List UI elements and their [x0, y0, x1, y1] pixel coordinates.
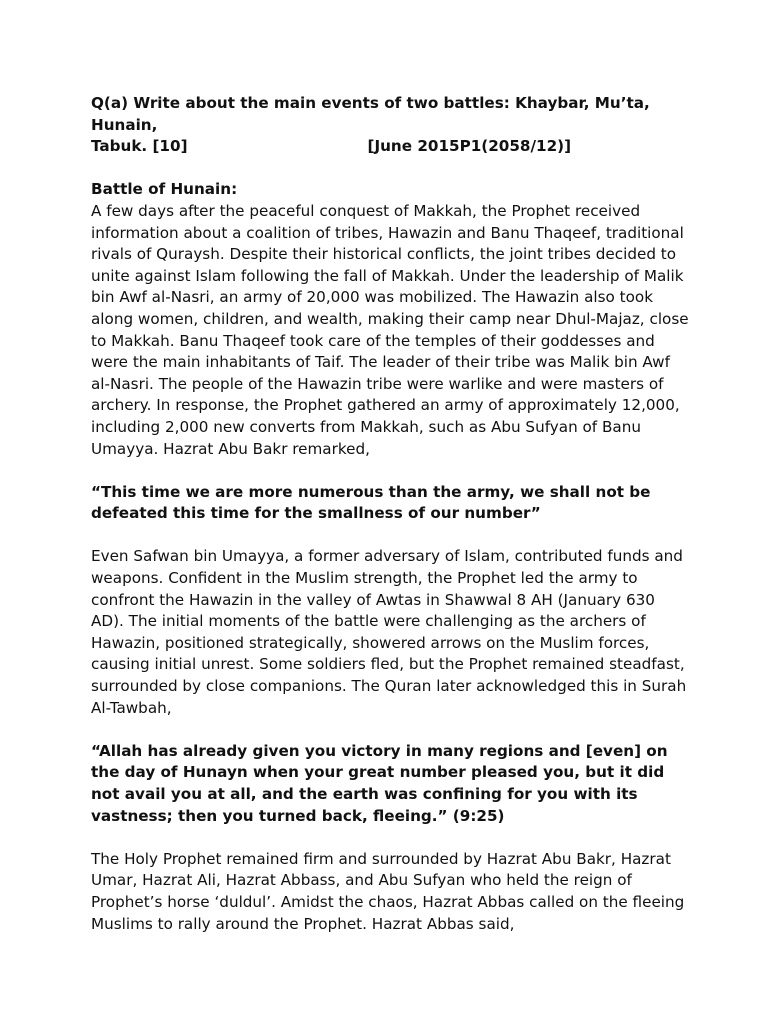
question-line-2: Tabuk. [10] [91, 137, 188, 156]
quote-abu-bakr: “This time we are more numerous than the army, we shall not be defeated this time for the smallness of our number” [91, 482, 651, 523]
paragraph-intro: A few days after the peaceful conquest of Makkah, the Prophet received information about a coalition of tribes, Hawazin and Banu Thaqeef, traditional rivals of Quraysh. Despite their historical conflicts, the joint tribes decided to unite against Islam following the fall of Makkah. Under the leadership of Malik bin Awf al-Nasri, an army of 20,000 was mobilized. The Hawazin also took along women, children, and wealth, making their camp near Dhul-Majaz, close to Makkah. Banu Thaqeef took care of the temples of their goddesses and were the main inhabitants of Taif. The leader of their tribe was Malik bin Awf al-Nasri. The people of the Hawazin tribe were warlike and were masters of archery. In response, the Prophet gathered an army of approximately 12,000, including 2,000 new converts from Makkah, such as Abu Sufyan of Banu Umayya. Hazrat Abu Bakr remarked, [91, 201, 689, 458]
question-line-1: Q(a) Write about the main events of two battles: Khaybar, Mu’ta, Hunain, [91, 94, 650, 134]
section-heading: Battle of Hunain: [91, 180, 238, 199]
question-reference: [June 2015P1(2058/12)] [367, 137, 572, 156]
paragraph-battle: Even Safwan bin Umayya, a former adversary of Islam, contributed funds and weapons. Confident in the Muslim strength, the Prophet led the army to confront the Hawazin in the valley of Awtas in Shawwal 8 AH (January 630 AD). The initial moments of the battle were challenging as the archers of Hawazin, positioned strategically, showered arrows on the Muslim forces, causing initial unrest. Some soldiers fled, but the Prophet remained steadfast, surrounded by close companions. The Quran later acknowledged this in Surah Al-Tawbah, [91, 547, 687, 717]
paragraph-rally: The Holy Prophet remained firm and surrounded by Hazrat Abu Bakr, Hazrat Umar, Hazrat Ali, Hazrat Abbass, and Abu Sufyan who held the reign of Prophet’s horse ‘duldul’. Amidst the chaos, Hazrat Abbas called on the fleeing Muslims to rally around the Prophet. Hazrat Abbas said, [91, 849, 685, 933]
question-text [91, 93, 691, 158]
quote-quran: “Allah has already given you victory in many regions and [even] on the day of Hunayn when your great number pleased you, but it did not avail you at all, and the earth was confining for you with its vastness; then you turned back, fleeing.” (9:25) [91, 741, 668, 825]
document-page [91, 93, 691, 935]
